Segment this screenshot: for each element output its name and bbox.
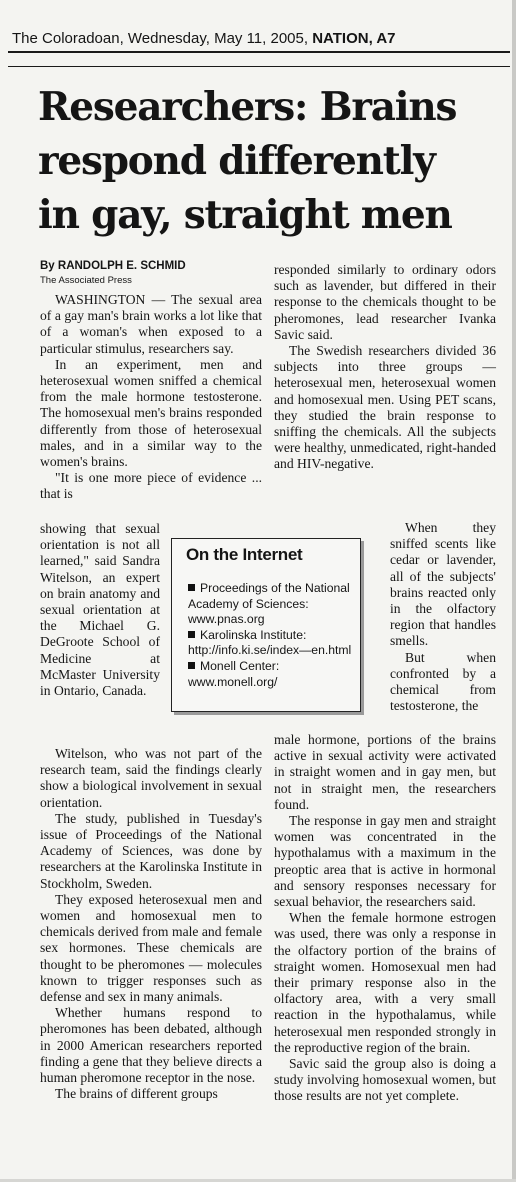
paragraph: The response in gay men and straight women was concentrated in the hypothalamus with a maximum in the preoptic area that is active in hormonal and sensory responses necessary for sexual behavior, the researchers said. xyxy=(274,813,496,910)
sidebar-item-text: Monell Center: www.monell.org/ xyxy=(188,658,280,689)
square-bullet-icon xyxy=(188,662,195,669)
sidebar-item-text: Proceedings of the National Academy of Sciences: www.pnas.org xyxy=(188,581,350,627)
column-right-bottom xyxy=(274,732,496,1105)
paragraph: The study, published in Tuesday's issue of Proceedings of the National Academy of Sciences, was done by researchers at the Karolinska Institute in Stockholm, Sweden. xyxy=(40,810,262,891)
paragraph: The brains of different groups xyxy=(55,1086,218,1102)
headline-line-3: in gay, straight men xyxy=(38,192,452,238)
byline-credit: The Associated Press xyxy=(40,275,132,286)
folio-paper-date: The Coloradoan, Wednesday, May 11, 2005, xyxy=(12,30,309,47)
folio-rule-bottom xyxy=(8,66,510,67)
sidebar-item xyxy=(188,581,354,628)
headline-line-1: Researchers: Brains xyxy=(38,84,457,130)
byline: By RANDOLPH E. SCHMID xyxy=(40,260,186,272)
square-bullet-icon xyxy=(188,631,195,638)
paragraph: Whether humans respond to pheromones has been debated, although in 2000 American researchers reported finding a gene that they believe directs a human pheromone receptor in the nose. xyxy=(40,1005,262,1086)
headline xyxy=(38,80,508,242)
square-bullet-icon xyxy=(188,584,195,591)
column-left-bottom xyxy=(40,746,262,1102)
paragraph: Savic said the group also is doing a study involving homosexual women, but those results are not yet complete. xyxy=(274,1056,496,1104)
paragraph: male hormone, portions of the brains active in sexual activity were activated in straight women and in gay men, but not in straight men, the researchers found. xyxy=(274,732,496,812)
paragraph: showing that sexual orientation is not all learned," said Sandra Witelson, an expert on brain anatomy and sexual orientation at the Michael G. DeGroote School of Medicine at McMaster University in Ontario, Canada. xyxy=(40,521,160,699)
paragraph: WASHINGTON — The sexual area of a gay man's brain works a lot like that of a woman's when exposed to a particular stimulus, researchers say. xyxy=(40,292,262,356)
paragraph: When the female hormone estrogen was used, there was only a response in the olfactory portion of the brains of straight women. Homosexual men had their primary response also in the olfactory area, with a very small reaction in the hypothalamus, while heterosexual men responded strongly in the reproductive region of the brain. xyxy=(274,910,496,1055)
on-the-internet-sidebar xyxy=(171,538,361,712)
sidebar-item xyxy=(188,628,354,659)
sidebar-list xyxy=(188,581,354,690)
column-left-narrow xyxy=(40,521,160,699)
paragraph: In an experiment, men and heterosexual women sniffed a chemical from the male hormone testosterone. The homosexual men's brains responded differently from those of heterosexual males, and in a similar way to the women's brains. xyxy=(40,356,262,470)
folio-section: NATION, A7 xyxy=(312,30,396,47)
column-left-top xyxy=(40,292,262,503)
scan-edge-right xyxy=(512,0,516,1182)
column-right-top xyxy=(274,262,496,473)
sidebar-item-text: Karolinska Institute: http://info.ki.se/index—en.html xyxy=(188,627,352,658)
paragraph: They exposed heterosexual men and women and homosexual men to chemicals derived from male and female sex hormones. These chemicals are thought to be pheromones — molecules known to trigger responses such as defense and sex in many animals. xyxy=(40,891,262,1005)
folio-rule-top xyxy=(8,51,510,53)
column-right-narrow xyxy=(390,520,496,714)
sidebar-item xyxy=(188,659,354,690)
paragraph: Witelson, who was not part of the research team, said the findings clearly show a biological involvement in sexual orientation. xyxy=(40,746,262,810)
folio-line xyxy=(12,30,512,48)
paragraph: When they sniffed scents like cedar or lavender, all of the subjects' brains reacted only in the olfactory region that handles smells. xyxy=(390,520,496,649)
headline-line-2: respond differently xyxy=(38,138,435,184)
paragraph: responded similarly to ordinary odors such as lavender, but differed in their response to the chemicals thought to be pheromones, lead researcher Ivanka Savic said. xyxy=(274,262,496,342)
paragraph: The Swedish researchers divided 36 subjects into three groups — heterosexual men, heterosexual women and homosexual men. Using PET scans, they studied the brain response to sniffing the chemicals. All the subjects were healthy, unmedicated, right-handed and HIV-negative. xyxy=(274,343,496,472)
paragraph: But when confronted by a chemical from testosterone, the xyxy=(390,649,496,714)
paragraph: "It is one more piece of evidence ... that is xyxy=(40,470,262,502)
sidebar-title: On the Internet xyxy=(186,545,303,564)
